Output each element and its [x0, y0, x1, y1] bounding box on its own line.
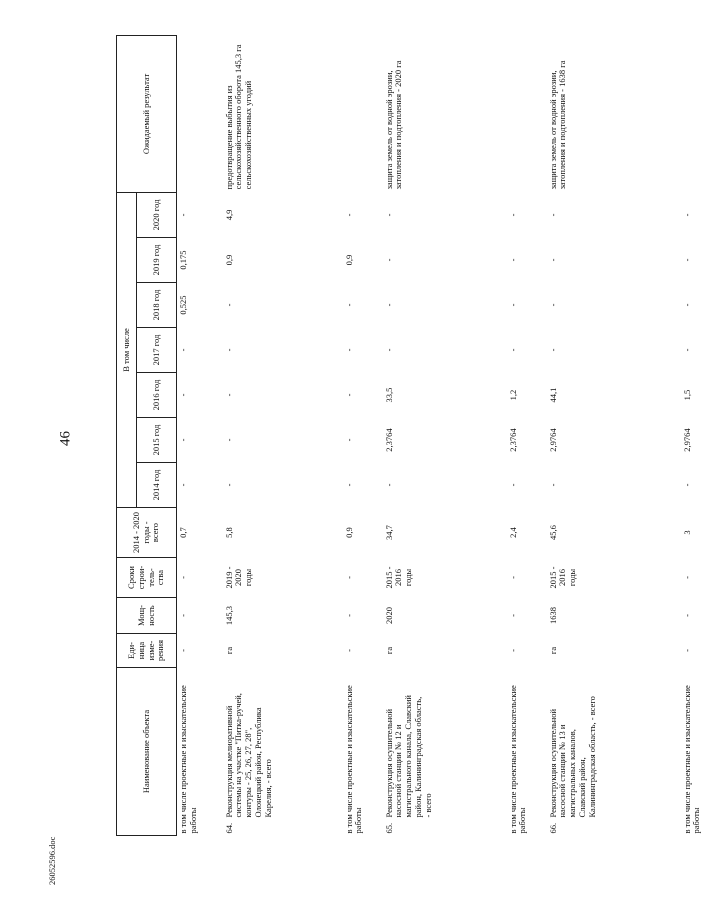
cell-y2018: - — [223, 303, 234, 307]
cell-y2018: - — [343, 303, 354, 307]
object-name-cell — [681, 668, 721, 836]
header-name: Наименование объекта — [117, 668, 177, 836]
table-row — [547, 35, 681, 835]
cell-y2020: - — [383, 213, 394, 217]
table-row — [383, 35, 507, 835]
cell-unit: га — [547, 646, 558, 655]
object-name-cell — [343, 668, 383, 836]
object-name: в том числе проектные и изыскательские работы — [343, 685, 364, 834]
cell-unit: га — [223, 646, 234, 655]
cell-y2019: - — [681, 258, 692, 262]
header-year: 2018 год — [137, 283, 177, 328]
cell-y2020: 4,9 — [223, 209, 234, 221]
cell-y2017: - — [681, 348, 692, 352]
cell-y2017: - — [178, 348, 188, 352]
cell-y2018: - — [507, 303, 518, 307]
cell-y2018: - — [383, 303, 394, 307]
cell-y2015: 2,9764 — [681, 428, 692, 452]
cell-period: - — [343, 576, 354, 579]
table-row — [223, 35, 343, 835]
cell-y2019: - — [547, 258, 558, 262]
cell-y2015: - — [223, 438, 234, 442]
object-name: в том числе проектные и изыскательские работы — [178, 685, 198, 834]
cell-y2017: - — [343, 348, 354, 352]
cell-y2018: 0,525 — [178, 295, 188, 315]
cell-period: 2019 - 2020 годы — [223, 566, 254, 589]
cell-result — [681, 35, 721, 192]
cell-y2017: - — [507, 348, 518, 352]
header-capacity: Мощ-ность — [117, 598, 177, 634]
cell-y2018: - — [681, 303, 692, 307]
header-year: 2015 год — [137, 418, 177, 463]
cell-y2020: - — [547, 213, 558, 217]
header-total: 2014 - 2020 годы - всего — [117, 508, 177, 558]
cell-result: предотвращение выбытия из сельскохозяйственного оборота 145,3 га сельскохозяйственных угодий — [223, 44, 254, 190]
object-name-cell — [177, 668, 223, 836]
cell-y2014: - — [343, 483, 354, 487]
cell-result — [177, 35, 223, 192]
cell-y2019: - — [507, 258, 518, 262]
cell-y2019: 0,175 — [178, 250, 188, 270]
cell-y2020: - — [681, 213, 692, 217]
page-number: 46 — [57, 431, 74, 446]
cell-y2014: - — [681, 483, 692, 487]
cell-y2016: 1,2 — [507, 389, 518, 401]
row-number: 65. — [383, 822, 394, 834]
cell-period: 2015 - 2016 годы — [547, 566, 578, 589]
cell-capacity: 1638 — [547, 607, 558, 624]
cell-y2018: - — [547, 303, 558, 307]
cell-unit: га — [383, 646, 394, 655]
object-name-cell — [223, 668, 343, 836]
cell-y2016: 44,1 — [547, 387, 558, 403]
header-year: 2014 год — [137, 463, 177, 508]
cell-capacity: - — [343, 614, 354, 617]
cell-y2015: - — [343, 438, 354, 442]
header-including: В том числе — [117, 192, 137, 507]
cell-period: - — [178, 576, 188, 579]
cell-result: защита земель от водной эрозии, затопления и подтопления - 1638 га — [547, 60, 568, 190]
cell-unit: - — [507, 649, 518, 652]
cell-y2014: - — [223, 483, 234, 487]
cell-y2015: - — [178, 438, 188, 442]
cell-y2020: - — [343, 213, 354, 217]
cell-y2016: 1,5 — [681, 389, 692, 401]
cell-total: 2,4 — [507, 527, 518, 538]
cell-y2014: - — [547, 483, 558, 487]
table-row — [343, 35, 383, 835]
cell-y2019: 0,9 — [223, 254, 234, 266]
cell-capacity: - — [178, 614, 188, 617]
cell-y2015: 2,9764 — [547, 428, 558, 452]
cell-result: защита земель от водной эрозии, затопления и подтопления - 2020 га — [383, 60, 404, 190]
cell-total: 0,7 — [178, 527, 188, 538]
cell-unit: - — [681, 649, 692, 652]
cell-result — [343, 35, 383, 192]
cell-y2017: - — [547, 348, 558, 352]
cell-total: 3 — [681, 530, 692, 535]
object-name: Реконструкция осушительной насосной станции № 13 и магистральных каналов, Славский район, Калининградская область, - всего — [547, 696, 597, 818]
cell-total: 0,9 — [343, 527, 354, 538]
cell-y2017: - — [223, 348, 234, 352]
header-year: 2017 год — [137, 328, 177, 373]
cell-y2014: - — [383, 483, 394, 487]
cell-y2020: - — [507, 213, 518, 217]
cell-y2019: 0,9 — [343, 254, 354, 266]
cell-capacity: - — [681, 614, 692, 617]
table-row — [177, 35, 223, 835]
cell-y2016: 33,5 — [383, 387, 394, 403]
cell-total: 5,8 — [223, 527, 234, 538]
cell-capacity: 145,3 — [223, 605, 234, 626]
table-body — [177, 35, 721, 835]
cell-result — [507, 35, 547, 192]
cell-y2014: - — [507, 483, 518, 487]
cell-y2016: - — [343, 393, 354, 397]
cell-y2017: - — [383, 348, 394, 352]
header-period: Сроки строи-тель-ства — [117, 558, 177, 598]
cell-y2016: - — [178, 393, 188, 397]
cell-period: 2015 - 2016 годы — [383, 566, 414, 589]
cell-total: 45,6 — [547, 525, 558, 540]
header-result: Ожидаемый результат — [117, 35, 177, 192]
cell-y2019: - — [383, 258, 394, 262]
object-name: в том числе проектные и изыскательские работы — [507, 685, 528, 834]
row-number: 66. — [547, 822, 558, 834]
cell-period: - — [681, 576, 692, 579]
row-number: 64. — [223, 822, 234, 834]
header-unit: Еди-ница изме-рения — [117, 634, 177, 668]
header-year: 2019 год — [137, 238, 177, 283]
cell-y2015: 2,3764 — [383, 428, 394, 452]
cell-total: 34,7 — [383, 525, 394, 540]
rotated-table-container — [116, 36, 702, 836]
header-year: 2016 год — [137, 373, 177, 418]
cell-capacity: 2020 — [383, 607, 394, 624]
cell-y2020: - — [178, 213, 188, 217]
cell-period: - — [507, 576, 518, 579]
cell-capacity: - — [507, 614, 518, 617]
object-name: Реконструкция мелиоративной системы на участке "Питка-ручей, контуры - 25, 26, 27, 28", Олонецкий район, Республика Карелия, - всего — [223, 693, 273, 818]
object-name: Реконструкция осушительной насосной станции № 12 и магистрального канала, Славский район, Калининградская область, - всего — [383, 695, 433, 818]
cell-unit: - — [343, 649, 354, 652]
object-name-cell — [547, 668, 681, 836]
object-name-cell — [507, 668, 547, 836]
header-year: 2020 год — [137, 192, 177, 237]
cell-y2014: - — [178, 483, 188, 487]
cell-y2015: 2,3764 — [507, 428, 518, 452]
object-name-cell — [383, 668, 507, 836]
cell-unit: - — [178, 649, 188, 652]
program-table — [116, 35, 721, 836]
cell-y2016: - — [223, 393, 234, 397]
table-row — [507, 35, 547, 835]
table-row — [681, 35, 721, 835]
object-name: в том числе проектные и изыскательские работы — [681, 685, 702, 834]
document-id: 26052596.doc — [47, 836, 57, 885]
